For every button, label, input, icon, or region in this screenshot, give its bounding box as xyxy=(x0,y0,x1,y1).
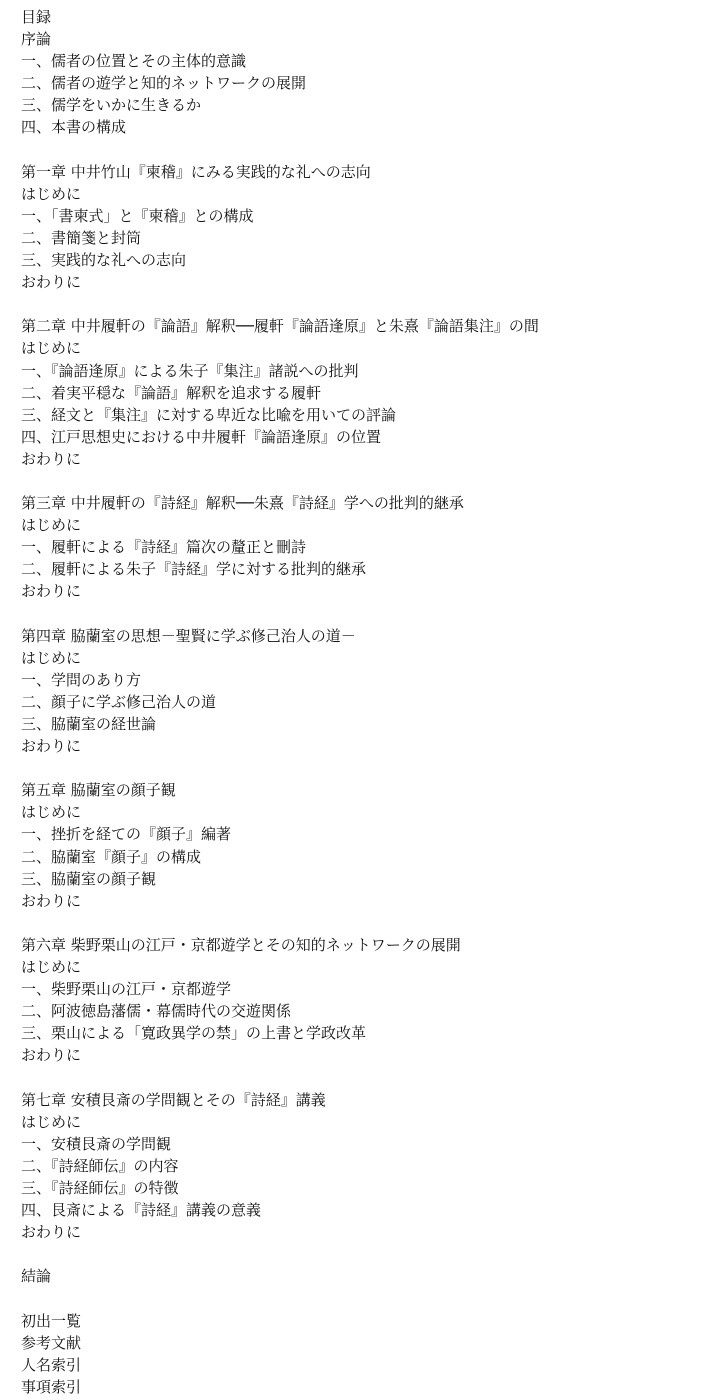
spacer xyxy=(21,757,711,779)
preface-item: 一、儒者の位置とその主体的意識 xyxy=(21,52,247,71)
chapter-item: はじめに xyxy=(21,648,82,667)
chapter-item: 三、『詩経師伝』の特徴 xyxy=(21,1178,179,1197)
chapter-item: 一、履軒による『詩経』篇次の釐正と刪詩 xyxy=(21,538,307,557)
chapter-item: 三、経文と『集注』に対する卑近な比喩を用いての評論 xyxy=(21,405,397,424)
chapter-item: 二、書簡箋と封筒 xyxy=(21,228,142,247)
spacer xyxy=(21,1287,711,1309)
chapter-item: 二、『詩経師伝』の内容 xyxy=(21,1156,179,1175)
chapter-item: はじめに xyxy=(21,1112,82,1131)
back-matter-item: 事項索引 xyxy=(21,1377,82,1396)
chapter-item: 一、挫折を経ての『顔子』編著 xyxy=(21,825,232,844)
chapter-heading: 第二章 中井履軒の『論語』解釈──履軒『論語逢原』と朱熹『論語集注』の間 xyxy=(21,317,539,336)
chapter-5-section xyxy=(21,779,711,912)
spacer xyxy=(21,1067,711,1089)
chapter-item: 三、脇蘭室の経世論 xyxy=(21,715,157,733)
chapter-item: 二、着実平穏な『論語』解釈を追求する履軒 xyxy=(21,383,322,402)
chapter-item: おわりに xyxy=(21,737,82,756)
chapter-item: 一、安積艮斎の学問観 xyxy=(21,1134,172,1153)
chapter-item: 一、学問のあり方 xyxy=(21,670,142,689)
conclusion-heading: 結論 xyxy=(21,1267,52,1286)
chapter-item: 四、艮斎による『詩経』講義の意義 xyxy=(21,1201,262,1220)
preface-item: 四、本書の構成 xyxy=(21,118,127,137)
chapter-item: 三、脇蘭室の顔子観 xyxy=(21,869,157,888)
chapter-item: 三、栗山による「寛政異学の禁」の上書と学政改革 xyxy=(21,1024,367,1043)
chapter-item: 四、江戸思想史における中井履軒『論語逢原』の位置 xyxy=(21,427,382,446)
spacer xyxy=(21,470,711,492)
chapter-item: はじめに xyxy=(21,803,82,822)
chapter-item: はじめに xyxy=(21,516,82,535)
chapter-1-section xyxy=(21,161,711,294)
chapter-item: おわりに xyxy=(21,582,82,601)
spacer xyxy=(21,912,711,934)
chapter-item: 一、柴野栗山の江戸・京都遊学 xyxy=(21,980,232,999)
preface-heading: 序論 xyxy=(21,30,52,49)
spacer xyxy=(21,603,711,625)
chapter-item: 二、履軒による朱子『詩経』学に対する批判的継承 xyxy=(21,560,367,579)
chapter-item: 一、「書柬式」と『柬稽』との構成 xyxy=(21,206,254,225)
chapter-heading: 第三章 中井履軒の『詩経』解釈──朱熹『詩経』学への批判的継承 xyxy=(21,494,464,513)
chapter-item: 二、阿波徳島藩儒・幕儒時代の交遊関係 xyxy=(21,1002,292,1021)
preface-item: 三、儒学をいかに生きるか xyxy=(21,96,202,115)
spacer xyxy=(21,293,711,315)
chapter-item: おわりに xyxy=(21,891,82,910)
chapter-item: はじめに xyxy=(21,958,82,977)
preface-item: 二、儒者の遊学と知的ネットワークの展開 xyxy=(21,74,307,93)
back-matter-item: 参考文献 xyxy=(21,1333,82,1352)
chapter-2-section xyxy=(21,315,711,470)
chapter-heading: 第六章 柴野栗山の江戸・京都遊学とその知的ネットワークの展開 xyxy=(21,935,461,954)
chapter-3-section xyxy=(21,492,711,602)
chapter-item: おわりに xyxy=(21,449,82,468)
spacer xyxy=(21,1243,711,1265)
back-matter-item: 初出一覧 xyxy=(21,1311,82,1330)
chapter-item: 一、『論語逢原』による朱子『集注』諸説への批判 xyxy=(21,361,359,380)
chapter-heading: 第四章 脇蘭室の思想－聖賢に学ぶ修己治人の道－ xyxy=(21,626,356,645)
back-matter-item: 人名索引 xyxy=(21,1355,82,1374)
toc-title: 目録 xyxy=(21,8,52,26)
back-matter-section xyxy=(21,1310,711,1398)
chapter-item: おわりに xyxy=(21,273,82,292)
preface-section xyxy=(21,28,711,138)
chapter-item: 二、脇蘭室『顔子』の構成 xyxy=(21,847,202,866)
spacer xyxy=(21,139,711,161)
chapter-item: 三、実践的な礼への志向 xyxy=(21,251,187,270)
chapter-item: 二、顔子に学ぶ修己治人の道 xyxy=(21,692,217,711)
chapter-item: はじめに xyxy=(21,339,82,358)
chapter-item: おわりに xyxy=(21,1046,82,1065)
chapter-4-section xyxy=(21,625,711,758)
chapter-7-section xyxy=(21,1089,711,1244)
chapter-item: はじめに xyxy=(21,184,82,203)
chapter-heading: 第五章 脇蘭室の顔子観 xyxy=(21,781,176,800)
table-of-contents xyxy=(21,6,711,1398)
chapter-item: おわりに xyxy=(21,1223,82,1242)
chapter-heading: 第一章 中井竹山『柬稽』にみる実践的な礼への志向 xyxy=(21,162,371,181)
chapter-heading: 第七章 安積艮斎の学問観とその『詩経』講義 xyxy=(21,1090,326,1109)
chapter-6-section xyxy=(21,934,711,1067)
